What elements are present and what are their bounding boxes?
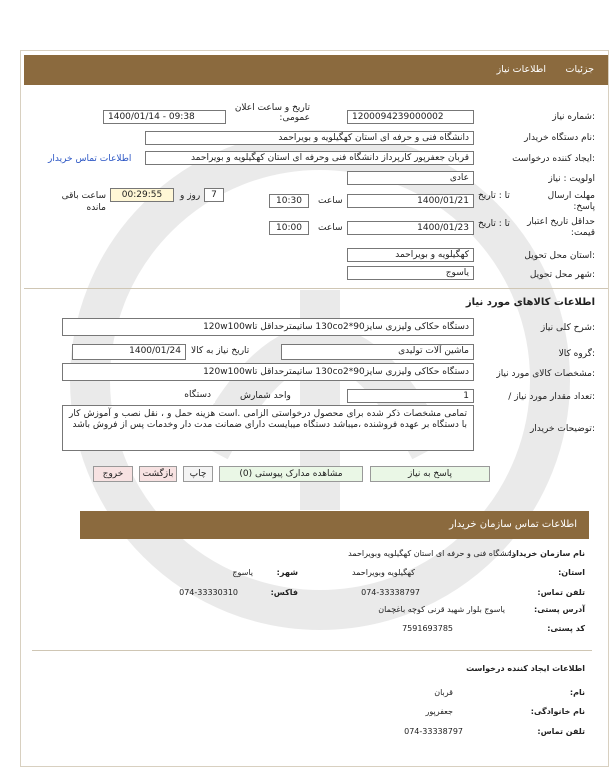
need-date-field: 1400/01/24 bbox=[72, 344, 186, 360]
page-header bbox=[24, 55, 608, 85]
creator-first-name-label: نام: bbox=[569, 688, 585, 697]
countdown-timer: 00:29:55 bbox=[110, 188, 174, 202]
delivery-city-field: یاسوج bbox=[347, 266, 474, 280]
send-date-field: 1400/01/21 bbox=[347, 194, 474, 208]
contact-province-label: استان: bbox=[558, 568, 585, 577]
address-value: یاسوج بلوار شهید قرنی کوچه باغچمان bbox=[378, 605, 505, 614]
priority-label: اولویت : نیاز bbox=[548, 174, 595, 184]
goods-group-field: ماشین آلات تولیدی bbox=[281, 344, 474, 360]
spec-field: دستگاه حکاکی ولیزری سایز130co2*90 ساتیمترحداقل تا120w100w bbox=[62, 363, 474, 381]
print-button[interactable]: چاپ bbox=[183, 466, 213, 482]
contact-band-title: اطلاعات تماس سازمان خریدار bbox=[449, 519, 577, 530]
tab-details[interactable]: جزئیات bbox=[565, 64, 594, 75]
need-number-field: 1200094239000002 bbox=[347, 110, 474, 124]
org-name-value: دانشگاه فنی و حرفه ای استان کهگیلویه وبویراحمد bbox=[348, 549, 515, 558]
unit-field: دستگاه bbox=[115, 389, 215, 403]
creator-first-name-value: قربان bbox=[434, 688, 453, 697]
goods-section-title: اطلاعات کالاهای مورد نیاز bbox=[465, 297, 595, 308]
buyer-field: دانشگاه فنی و حرفه ای استان کهگیلویه و بویراحمد bbox=[145, 131, 474, 145]
send-time-label: ساعت bbox=[318, 196, 343, 206]
price-time-field: 10:00 bbox=[269, 221, 309, 235]
reply-button[interactable]: پاسخ به نیاز bbox=[370, 466, 490, 482]
quantity-field: 1 bbox=[347, 389, 474, 403]
creator-last-name-label: نام خانوادگی: bbox=[530, 707, 585, 716]
buyer-label: نام دستگاه خریدار: bbox=[524, 133, 595, 143]
price-until-label: تا : تاریخ bbox=[478, 219, 510, 229]
contact-phone-label: تلفن تماس: bbox=[537, 588, 585, 597]
creator-last-name-value: جعفرپور bbox=[425, 707, 453, 716]
creator-section-title: اطلاعات ایجاد کننده درخواست bbox=[466, 664, 585, 673]
postal-code-label: کد پستی: bbox=[547, 624, 585, 633]
priority-field: عادی bbox=[347, 171, 474, 185]
contact-city-value: یاسوج bbox=[232, 568, 253, 577]
send-until-label: تا : تاریخ bbox=[478, 191, 510, 201]
price-date-field: 1400/01/23 bbox=[347, 221, 474, 235]
contact-band bbox=[80, 511, 589, 539]
announce-date-field: 1400/01/14 - 09:38 bbox=[103, 110, 226, 124]
contact-fax-label: فاکس: bbox=[270, 588, 298, 597]
postal-code-value: 7591693785 bbox=[402, 624, 453, 633]
days-remaining-field: 7 bbox=[204, 188, 224, 202]
divider bbox=[32, 650, 592, 651]
spec-label: مشخصات کالای مورد نیاز: bbox=[496, 369, 595, 379]
need-number-label: شماره نیاز: bbox=[552, 112, 595, 122]
send-time-field: 10:30 bbox=[269, 194, 309, 208]
buyer-notes-label: توضیحات خریدار: bbox=[529, 424, 595, 434]
delivery-city-label: شهر محل تحویل: bbox=[529, 270, 595, 280]
back-button[interactable]: بازگشت bbox=[139, 466, 177, 482]
creator-phone-value: 074-33338797 bbox=[404, 727, 463, 736]
delivery-province-field: کهگیلویه و بویراحمد bbox=[347, 248, 474, 262]
send-deadline-label: مهلت ارسال پاسخ: bbox=[547, 191, 595, 212]
need-date-label: تاریخ نیاز به کالا bbox=[191, 346, 250, 356]
buyer-contact-link[interactable]: اطلاعات تماس خریدار bbox=[48, 154, 132, 164]
exit-button[interactable]: خروج bbox=[93, 466, 133, 482]
divider bbox=[24, 288, 608, 289]
contact-province-value: کهگیلویه وبویراحمد bbox=[351, 568, 415, 577]
summary-field: دستگاه حکاکی ولیزری سایز130co2*90 ساتیمترحداقل تا120w100w bbox=[62, 318, 474, 336]
org-name-label: نام سازمان خریدار: bbox=[508, 549, 585, 558]
price-validity-label: حداقل تاریخ اعتبار قیمت: bbox=[527, 217, 595, 238]
contact-fax-value: 074-33330310 bbox=[179, 588, 238, 597]
hours-remaining-text: ساعت باقی مانده bbox=[61, 191, 106, 213]
announce-label: تاریخ و ساعت اعلان عمومی: bbox=[234, 103, 310, 123]
summary-label: شرح کلی نیاز: bbox=[540, 323, 595, 333]
days-label: روز و bbox=[180, 191, 201, 201]
goods-group-label: گروه کالا: bbox=[558, 349, 595, 359]
delivery-province-label: استان محل تحویل: bbox=[524, 251, 595, 261]
hours-remaining-label bbox=[56, 190, 106, 214]
contact-city-label: شهر: bbox=[276, 568, 298, 577]
quantity-label: / تعداد مقدار مورد نیاز: bbox=[508, 392, 595, 402]
buyer-notes-field: تمامی مشخصات ذکر شده برای محصول درخواستی الزامی .است هزینه حمل و ، نقل نصب و آموزش کار با دستگاه بر عهده فروشنده ،میباشد دستگاه میبایست دارای ضمانت مدت دار وخدمات پس از فروش باشد bbox=[62, 405, 474, 451]
contact-phone-value: 074-33338797 bbox=[361, 588, 420, 597]
creator-field: قربان جعفرپور کارپرداز دانشگاه فنی وحرفه ای استان کهگیلویه و بویراحمد bbox=[145, 151, 474, 165]
price-time-label: ساعت bbox=[318, 223, 343, 233]
creator-phone-label: تلفن تماس: bbox=[537, 727, 585, 736]
creator-label: ایجاد کننده درخواست: bbox=[512, 154, 595, 164]
attachments-button[interactable]: مشاهده مدارک پیوستی (0) bbox=[219, 466, 363, 482]
tab-need-info[interactable]: اطلاعات نیاز bbox=[496, 64, 546, 75]
address-label: آدرس پستی: bbox=[534, 605, 585, 614]
unit-label: واحد شمارش bbox=[240, 391, 291, 401]
